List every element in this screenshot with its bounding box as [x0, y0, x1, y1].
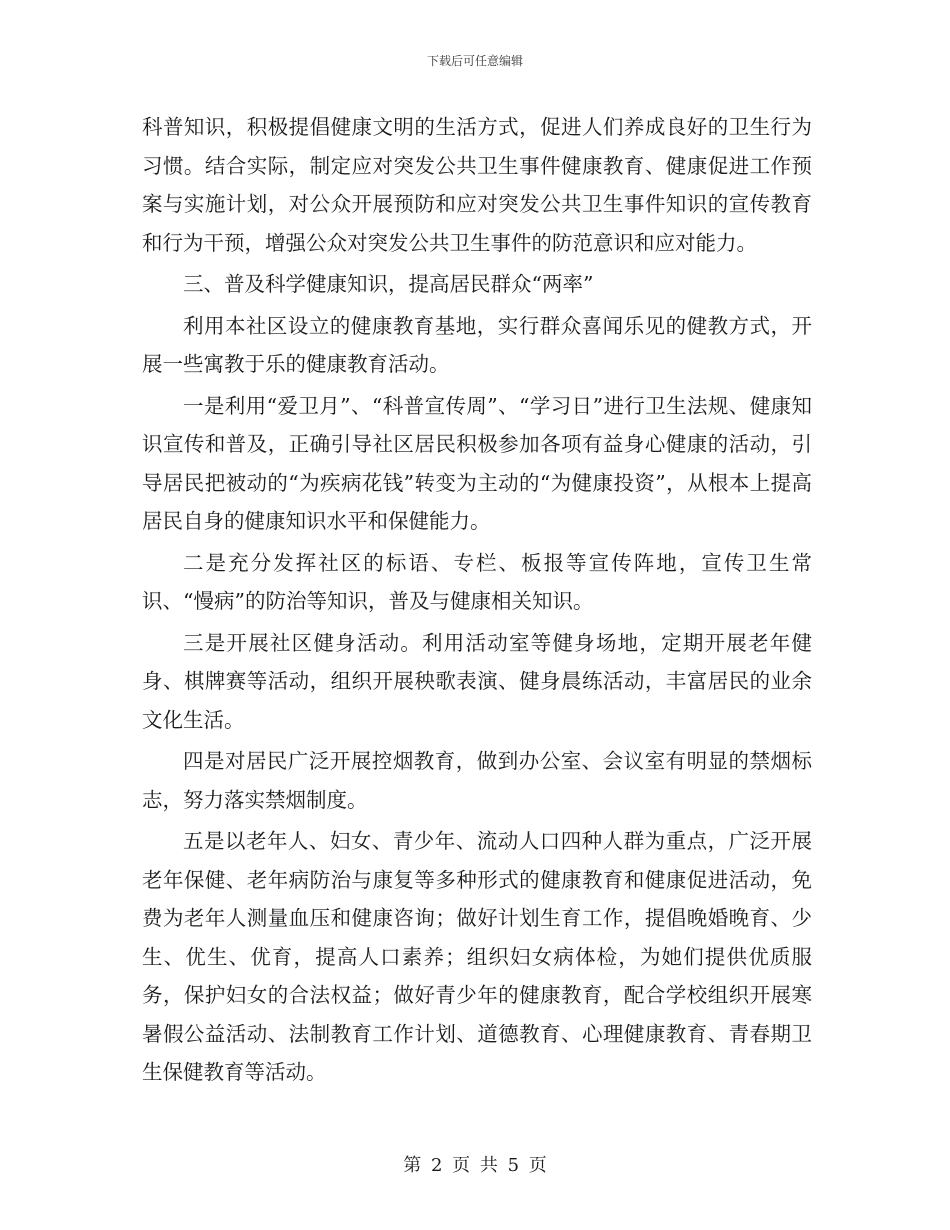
paragraph-4: 一是利用“爱卫月”、“科普宣传周”、“学习日”进行卫生法规、健康知识宣传和普及，正确引导社区居民积极参加各项有益身心健康的活动，引导居民把被动的“为疾病花钱”转变为主动的“为健康投资”，从根本上提高居民自身的健康知识水平和保健能力。 [142, 393, 812, 533]
document-body [142, 108, 812, 1092]
paragraph-6: 三是开展社区健身活动。利用活动室等健身场地，定期开展老年健身、棋牌赛等活动，组织开展秧歌表演、健身晨练活动，丰富居民的业余文化生活。 [142, 630, 812, 732]
paragraph-8: 五是以老年人、妇女、青少年、流动人口四种人群为重点，广泛开展老年保健、老年病防治与康复等多种形式的健康教育和健康促进活动，免费为老年人测量血压和健康咨询；做好计划生育工作，提倡晚婚晚育、少生、优生、优育，提高人口素养；组织妇女病体检，为她们提供优质服务，保护妇女的合法权益；做好青少年的健康教育，配合学校组织开展寒暑假公益活动、法制教育工作计划、道德教育、心理健康教育、青春期卫生保健教育等活动。 [142, 829, 812, 1084]
paragraph-3: 利用本社区设立的健康教育基地，实行群众喜闻乐见的健教方式，开展一些寓教于乐的健康教育活动。 [142, 313, 812, 376]
page-number: 第 2 页 共 5 页 [403, 1155, 547, 1176]
paragraph-1: 科普知识，积极提倡健康文明的生活方式，促进人们养成良好的卫生行为习惯。结合实际，制定应对突发公共卫生事件健康教育、健康促进工作预案与实施计划，对公众开展预防和应对突发公共卫生事件知识的宣传教育和行为干预，增强公众对突发公共卫生事件的防范意识和应对能力。 [142, 115, 812, 255]
paragraph-5: 二是充分发挥社区的标语、专栏、板报等宣传阵地，宣传卫生常识、“慢病”的防治等知识，普及与健康相关知识。 [142, 550, 812, 613]
paragraph-2: 三、普及科学健康知识，提高居民群众“两率” [183, 272, 594, 296]
paragraph-7: 四是对居民广泛开展控烟教育，做到办公室、会议室有明显的禁烟标志，努力落实禁烟制度。 [142, 749, 812, 812]
header-note: 下载后可任意编辑 [426, 54, 523, 68]
